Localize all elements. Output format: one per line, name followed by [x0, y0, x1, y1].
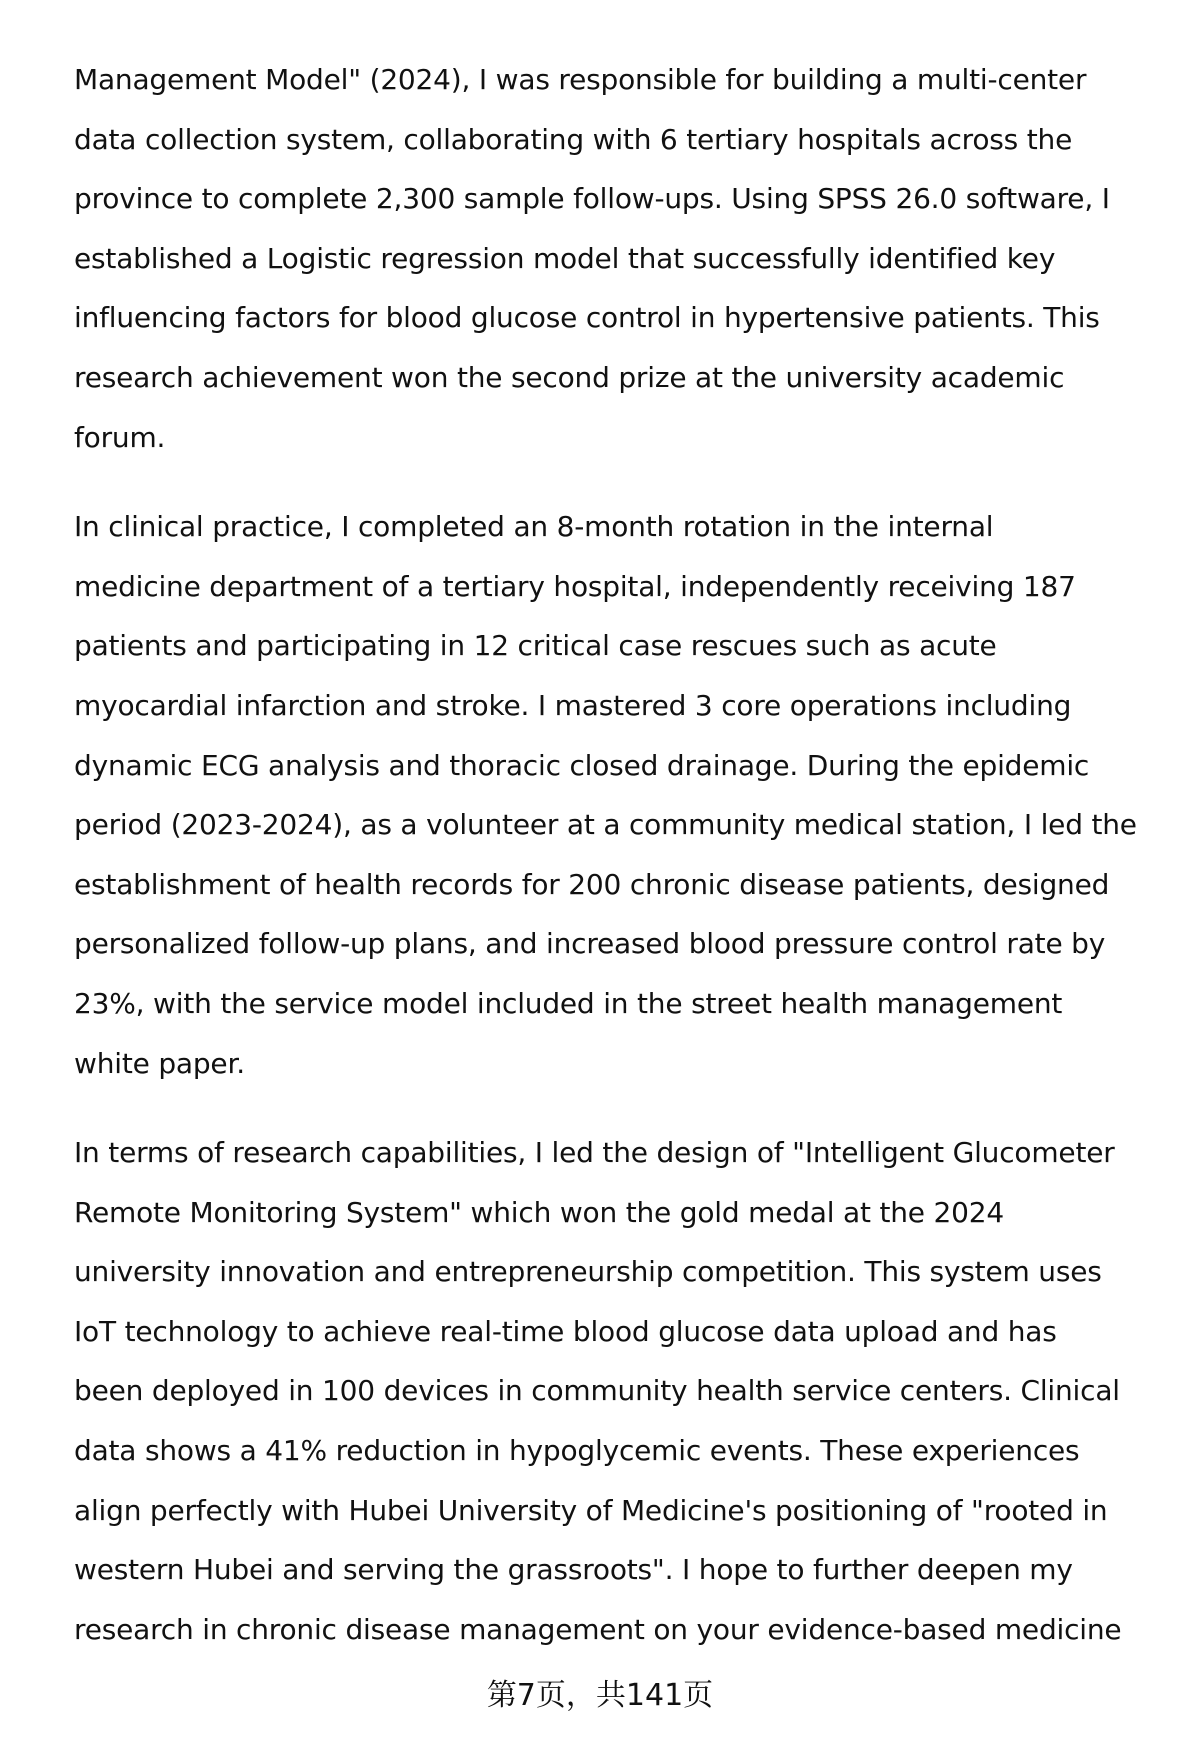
text-line: medicine department of a tertiary hospital, independently receiving 187: [74, 569, 1076, 603]
paragraph: [74, 497, 1174, 1093]
text-line: research achievement won the second prize at the university academic: [74, 360, 1065, 394]
text-line: western Hubei and serving the grassroots". I hope to further deepen my: [74, 1553, 1073, 1587]
text-line: forum.: [74, 420, 166, 454]
text-line: been deployed in 100 devices in community health service centers. Clinical: [74, 1374, 1120, 1408]
text-line: myocardial infarction and stroke. I mastered 3 core operations including: [74, 688, 1072, 722]
text-line: personalized follow-up plans, and increased blood pressure control rate by: [74, 927, 1106, 961]
text-line: data collection system, collaborating with 6 tertiary hospitals across the: [74, 122, 1073, 156]
text-line: Management Model" (2024), I was responsible for building a multi-center: [74, 63, 1087, 96]
text-line: established a Logistic regression model that successfully identified key: [74, 241, 1056, 275]
text-line: period (2023-2024), as a volunteer at a community medical station, I led the: [74, 808, 1137, 842]
text-line: In clinical practice, I completed an 8-month rotation in the internal: [74, 510, 994, 544]
text-line: 23%, with the service model included in the street health management: [74, 986, 1063, 1020]
text-line: influencing factors for blood glucose control in hypertensive patients. This: [74, 301, 1100, 335]
text-line: Remote Monitoring System" which won the gold medal at the 2024: [74, 1195, 1004, 1229]
text-line: province to complete 2,300 sample follow-ups. Using SPSS 26.0 software, I: [74, 182, 1110, 216]
page-number: 第7页，共141页: [486, 1678, 714, 1713]
text-line: establishment of health records for 200 chronic disease patients, designed: [74, 867, 1110, 901]
paragraph: [74, 1123, 1174, 1659]
text-line: white paper.: [74, 1046, 245, 1080]
document-body: [74, 50, 1174, 1689]
text-line: In terms of research capabilities, I led the design of "Intelligent Glucometer: [74, 1136, 1115, 1170]
text-line: research in chronic disease management on your evidence-based medicine: [74, 1612, 1122, 1646]
text-line: data shows a 41% reduction in hypoglycemic events. These experiences: [74, 1434, 1080, 1468]
text-line: IoT technology to achieve real-time blood glucose data upload and has: [74, 1314, 1057, 1348]
paragraph: [74, 50, 1174, 467]
text-line: dynamic ECG analysis and thoracic closed drainage. During the epidemic: [74, 748, 1090, 782]
text-line: patients and participating in 12 critical case rescues such as acute: [74, 629, 997, 663]
text-line: align perfectly with Hubei University of Medicine's positioning of "rooted in: [74, 1493, 1108, 1527]
text-line: university innovation and entrepreneurship competition. This system uses: [74, 1255, 1102, 1289]
